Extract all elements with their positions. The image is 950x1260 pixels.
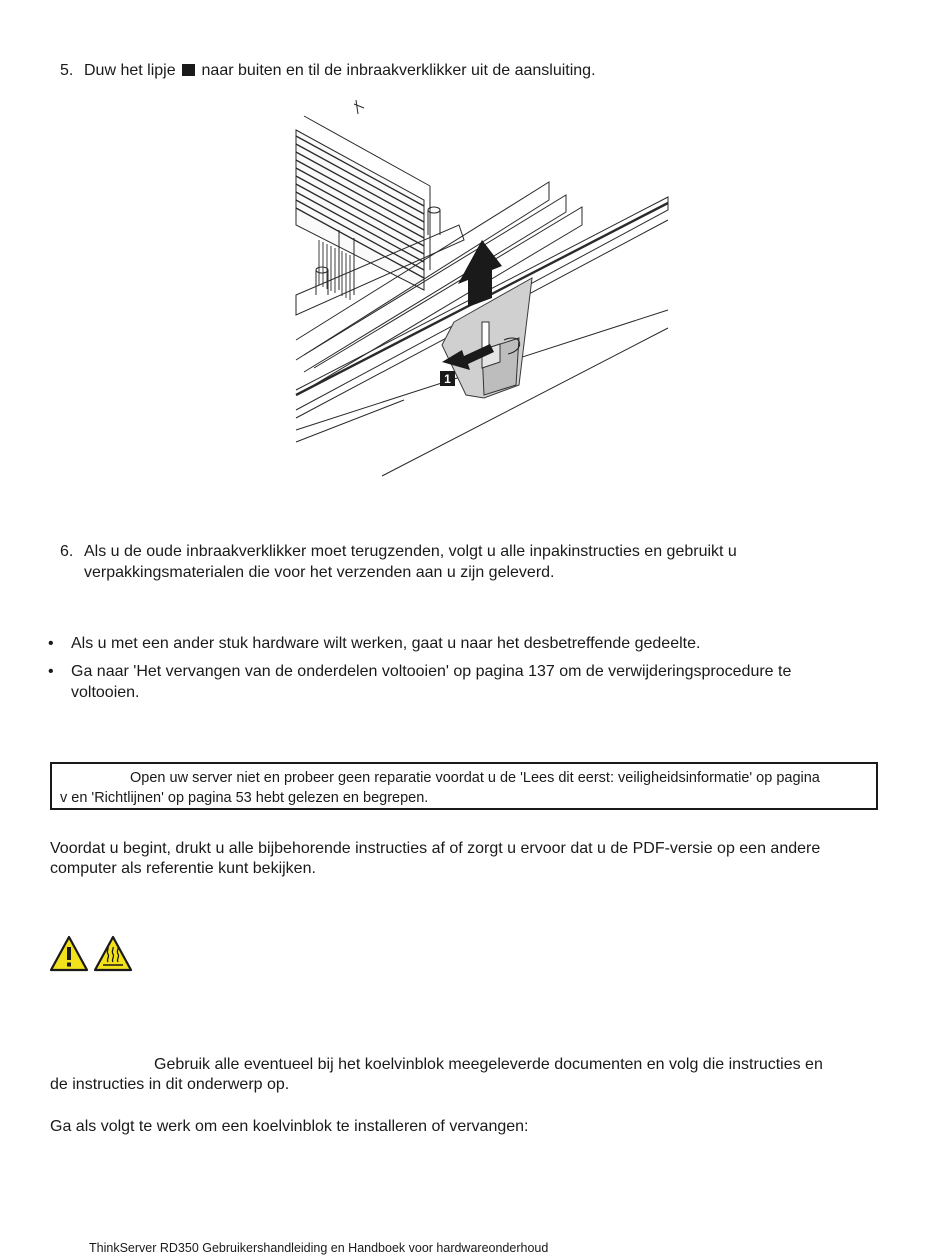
step-5-text-before: Duw het lipje (84, 62, 176, 79)
callout-marker-icon (182, 64, 195, 76)
list-item (0, 634, 950, 654)
bullet-dot: • (48, 635, 54, 652)
intrusion-switch-illustration (294, 100, 670, 480)
step-6-line2: verpakkingsmaterialen die voor het verzenden aan u zijn geleverd. (84, 564, 555, 581)
intro-line1: Voordat u begint, drukt u alle bijbehorende instructies af of zorgt u ervoor dat u de PDF-versie op een andere (50, 840, 821, 857)
bullet-text: Als u met een ander stuk hardware wilt werken, gaat u naar het desbetreffende gedeelte. (71, 635, 701, 652)
list-item (0, 662, 950, 704)
heatsink-note (50, 1055, 910, 1095)
heatsink-note-line2: de instructies in dit onderwerp op. (50, 1076, 290, 1093)
procedure-intro: Ga als volgt te werk om een koelvinblok te installeren of vervangen: (50, 1118, 529, 1135)
step-5 (0, 61, 950, 81)
heatsink-note-text-1: Gebruik alle eventueel bij het koelvinblok meegeleverde documenten en volg die instructies en (154, 1056, 823, 1073)
hot-surface-icon (93, 935, 133, 973)
bullet-list (0, 634, 950, 704)
intro-line2: computer als referentie kunt bekijken. (50, 860, 316, 877)
warning-icon (49, 935, 89, 973)
bullet-text-line1: Ga naar 'Het vervangen van de onderdelen voltooien' op pagina 137 om de verwijderingsprocedure te (71, 663, 792, 680)
intro-paragraph (50, 839, 910, 879)
step-6 (0, 542, 950, 584)
bullet-dot: • (48, 663, 54, 680)
notice-text-1: Open uw server niet en probeer geen reparatie voordat u de 'Lees dit eerst: veiligheidsinformatie' op pagina (130, 770, 820, 786)
bullet-text-line2: voltooien. (71, 684, 140, 701)
notice-line1 (60, 768, 864, 788)
page-footer: ThinkServer RD350 Gebruikershandleiding en Handboek voor hardwareonderhoud (89, 1241, 549, 1255)
step-5-text-after: naar buiten en til de inbraakverklikker uit de aansluiting. (201, 62, 596, 79)
step-6-number: 6. (60, 543, 74, 560)
step-5-number: 5. (60, 62, 74, 79)
callout-label: 1 (444, 372, 451, 386)
notice-box (50, 762, 878, 810)
step-6-line1: Als u de oude inbraakverklikker moet terugzenden, volgt u alle inpakinstructies en gebruikt u (84, 543, 737, 560)
step-5-text (84, 61, 864, 81)
notice-line2: v en 'Richtlijnen' op pagina 53 hebt gelezen en begrepen. (60, 790, 429, 806)
heatsink-note-line1 (50, 1055, 910, 1075)
